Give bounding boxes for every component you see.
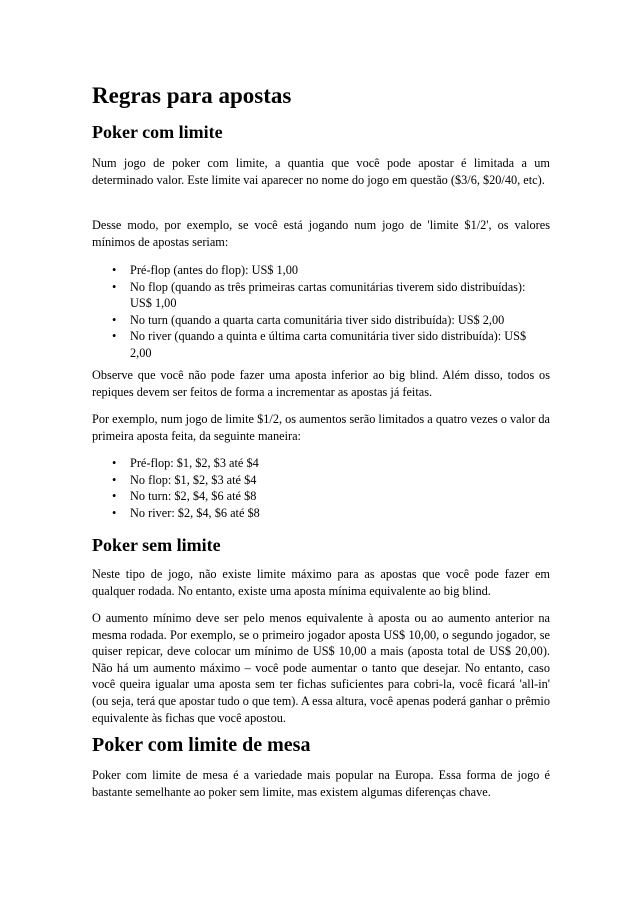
section-heading-no-limit: Poker sem limite <box>92 535 221 555</box>
bullet-list-raises <box>92 455 550 521</box>
paragraph: Poker com limite de mesa é a variedade mais popular na Europa. Essa forma de jogo é bastante semelhante ao poker sem limite, mas existem algumas diferenças chave. <box>92 768 550 799</box>
list-item: • No turn (quando a quarta carta comunitária tiver sido distribuída): US$ 2,00 <box>92 312 550 329</box>
list-item: • No river (quando a quinta e última carta comunitária tiver sido distribuída): US$ 2,00 <box>92 328 550 361</box>
page-title: Regras para apostas <box>92 83 292 108</box>
section-heading-limit: Poker com limite <box>92 122 223 142</box>
list-item: • No flop: $1, $2, $3 até $4 <box>92 472 550 489</box>
paragraph: O aumento mínimo deve ser pelo menos equivalente à aposta ou ao aumento anterior na mesma rodada. Por exemplo, se o primeiro jogador aposta US$ 10,00, o segundo jogador, se quiser repicar, deve colocar um mínimo de US$ 10,00 a mais (aposta total de US$ 20,00). Não há um aumento máximo – você pode aumentar o tanto que desejar. No entanto, caso você queira igualar uma aposta sem ter fichas suficientes para cobri-la, você ficará 'all-in' (ou seja, terá que apostar tudo o que tem). A essa altura, você apenas poderá ganhar o prêmio equivalente às fichas que você apostou. <box>92 611 550 725</box>
paragraph: Desse modo, por exemplo, se você está jogando num jogo de 'limite $1/2', os valores mínimos de apostas seriam: <box>92 218 550 249</box>
paragraph: Neste tipo de jogo, não existe limite máximo para as apostas que você pode fazer em qualquer rodada. No entanto, existe uma aposta mínima equivalente ao big blind. <box>92 567 550 598</box>
list-item: • Pré-flop: $1, $2, $3 até $4 <box>92 455 550 472</box>
paragraph: Por exemplo, num jogo de limite $1/2, os aumentos serão limitados a quatro vezes o valor da primeira aposta feita, da seguinte maneira: <box>92 412 550 443</box>
paragraph: Observe que você não pode fazer uma aposta inferior ao big blind. Além disso, todos os repiques devem ser feitos de forma a incrementar as apostas já feitas. <box>92 368 550 399</box>
bullet-list-minimum-bets <box>92 262 550 362</box>
list-item: • No flop (quando as três primeiras cartas comunitárias tiverem sido distribuídas): US$ 1,00 <box>92 279 550 312</box>
list-item: • No river: $2, $4, $6 até $8 <box>92 505 550 522</box>
list-item: • No turn: $2, $4, $6 até $8 <box>92 488 550 505</box>
list-item: • Pré-flop (antes do flop): US$ 1,00 <box>92 262 550 279</box>
paragraph: Num jogo de poker com limite, a quantia que você pode apostar é limitada a um determinado valor. Este limite vai aparecer no nome do jogo em questão ($3/6, $20/40, etc). <box>92 156 550 187</box>
section-heading-pot-limit: Poker com limite de mesa <box>92 734 311 756</box>
